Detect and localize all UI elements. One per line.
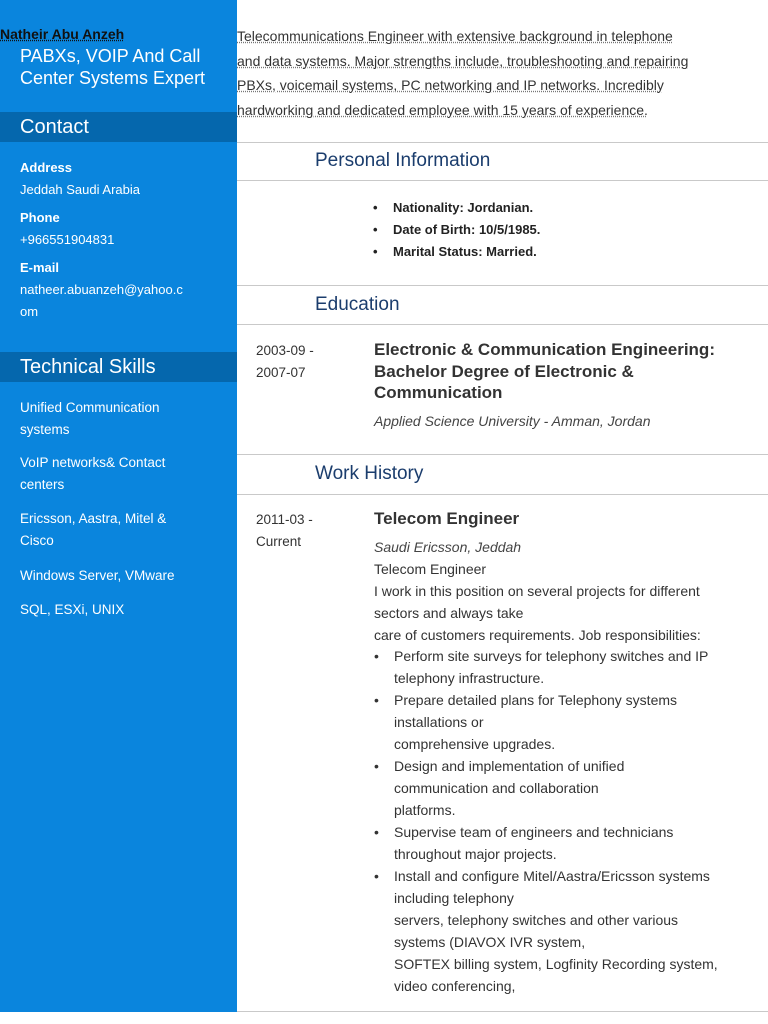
responsibility-line: throughout major projects. bbox=[394, 846, 557, 862]
personal-info-item: • Nationality: Jordanian. bbox=[373, 197, 540, 219]
headline-line: PABXs, VOIP And Call bbox=[20, 46, 201, 66]
responsibility-line: servers, telephony switches and other various bbox=[394, 912, 679, 928]
school-name: Applied Science University - Amman, Jordan bbox=[374, 413, 651, 429]
responsibility-line: video conferencing, bbox=[394, 978, 516, 994]
personal-info-list bbox=[373, 197, 540, 263]
address-label: Address bbox=[20, 160, 73, 175]
skill-line: VoIP networks& Contact bbox=[20, 455, 166, 470]
divider bbox=[237, 1011, 768, 1012]
divider bbox=[237, 180, 768, 181]
personal-info-title: Personal Information bbox=[315, 150, 491, 171]
email-line: natheer.abuanzeh@yahoo.c bbox=[20, 282, 183, 297]
skill-item bbox=[20, 565, 220, 587]
responsibility-line: communication and collaboration bbox=[394, 780, 599, 796]
email-line: om bbox=[20, 304, 39, 319]
skill-line: Windows Server, VMware bbox=[20, 568, 175, 583]
phone-value[interactable]: +966551904831 bbox=[20, 232, 115, 247]
work-history-title: Work History bbox=[315, 463, 424, 484]
date-line: Current bbox=[256, 534, 302, 549]
responsibility-item bbox=[374, 645, 754, 689]
responsibility-line: including telephony bbox=[394, 890, 514, 906]
responsibility-line: • Perform site surveys for telephony switches and IP bbox=[394, 648, 709, 664]
skill-line: Unified Communication bbox=[20, 400, 160, 415]
skill-item bbox=[20, 397, 220, 441]
divider bbox=[237, 454, 768, 455]
divider bbox=[237, 494, 768, 495]
summary-line: and data systems. Major strengths include, troubleshooting and repairing bbox=[237, 52, 689, 69]
responsibility-line: telephony infrastructure. bbox=[394, 670, 545, 686]
summary-line: Telecommunications Engineer with extensive background in telephone bbox=[237, 28, 673, 44]
responsibility-line: systems (DIAVOX IVR system, bbox=[394, 934, 586, 950]
skill-item bbox=[20, 452, 220, 496]
job-title: Telecom Engineer bbox=[374, 509, 520, 528]
responsibility-line: • Prepare detailed plans for Telephony systems bbox=[394, 692, 678, 708]
candidate-name: Natheir Abu Anzeh bbox=[0, 26, 125, 42]
intro-line: sectors and always take bbox=[374, 605, 524, 621]
job-role: Telecom Engineer bbox=[374, 561, 487, 577]
personal-info-item: • Date of Birth: 10/5/1985. bbox=[373, 219, 540, 241]
skill-line: SQL, ESXi, UNIX bbox=[20, 602, 125, 617]
headline bbox=[20, 45, 232, 89]
intro-line: care of customers requirements. Job responsibilities: bbox=[374, 627, 701, 643]
skill-item bbox=[20, 599, 220, 621]
skill-item bbox=[20, 508, 220, 552]
email-label: E-mail bbox=[20, 260, 60, 275]
degree-line: Bachelor Degree of Electronic & bbox=[374, 361, 634, 381]
responsibility-item bbox=[374, 821, 754, 865]
responsibility-line: • Supervise team of engineers and technicians bbox=[394, 824, 674, 840]
divider bbox=[237, 324, 768, 325]
responsibility-line: • Install and configure Mitel/Aastra/Ericsson systems bbox=[394, 868, 710, 884]
degree-title bbox=[374, 339, 754, 404]
divider bbox=[237, 142, 768, 143]
responsibility-line: SOFTEX billing system, Logfinity Recording system, bbox=[394, 956, 718, 972]
responsibility-line: • Design and implementation of unified bbox=[394, 758, 625, 774]
summary-line: hardworking and dedicated employee with 15 years of experience. bbox=[237, 101, 648, 118]
date-line: 2011-03 - bbox=[256, 512, 313, 527]
skill-line: Cisco bbox=[20, 533, 54, 548]
personal-info-item: • Marital Status: Married. bbox=[373, 241, 540, 263]
address-value: Jeddah Saudi Arabia bbox=[20, 182, 140, 197]
date-line: 2003-09 - bbox=[256, 343, 314, 358]
skill-line: centers bbox=[20, 477, 65, 492]
headline-line: Center Systems Expert bbox=[20, 68, 206, 88]
skills-heading: Technical Skills bbox=[0, 352, 237, 382]
skill-line: Ericsson, Aastra, Mitel & bbox=[20, 511, 167, 526]
sidebar bbox=[0, 0, 237, 1012]
phone-label: Phone bbox=[20, 210, 60, 225]
company-name: Saudi Ericsson, Jeddah bbox=[374, 539, 522, 555]
responsibility-line: comprehensive upgrades. bbox=[394, 736, 556, 752]
email-value[interactable] bbox=[20, 279, 225, 323]
intro-line: I work in this position on several projects for different bbox=[374, 583, 700, 599]
divider bbox=[237, 285, 768, 286]
degree-line: Communication bbox=[374, 383, 503, 402]
work-dates bbox=[256, 509, 313, 553]
degree-line: Electronic & Communication Engineering: bbox=[374, 340, 715, 359]
skill-line: systems bbox=[20, 422, 70, 437]
responsibility-item bbox=[374, 865, 754, 997]
job-intro bbox=[374, 580, 754, 646]
professional-summary bbox=[237, 24, 768, 122]
responsibility-item bbox=[374, 755, 754, 821]
education-title: Education bbox=[315, 294, 400, 315]
date-line: 2007-07 bbox=[256, 365, 306, 380]
education-dates bbox=[256, 340, 314, 384]
contact-heading: Contact bbox=[0, 112, 237, 142]
responsibility-item bbox=[374, 689, 754, 755]
responsibilities-list bbox=[374, 645, 754, 997]
responsibility-line: installations or bbox=[394, 714, 484, 730]
summary-line: PBXs, voicemail systems, PC networking and IP networks. Incredibly bbox=[237, 77, 664, 93]
responsibility-line: platforms. bbox=[394, 802, 456, 818]
